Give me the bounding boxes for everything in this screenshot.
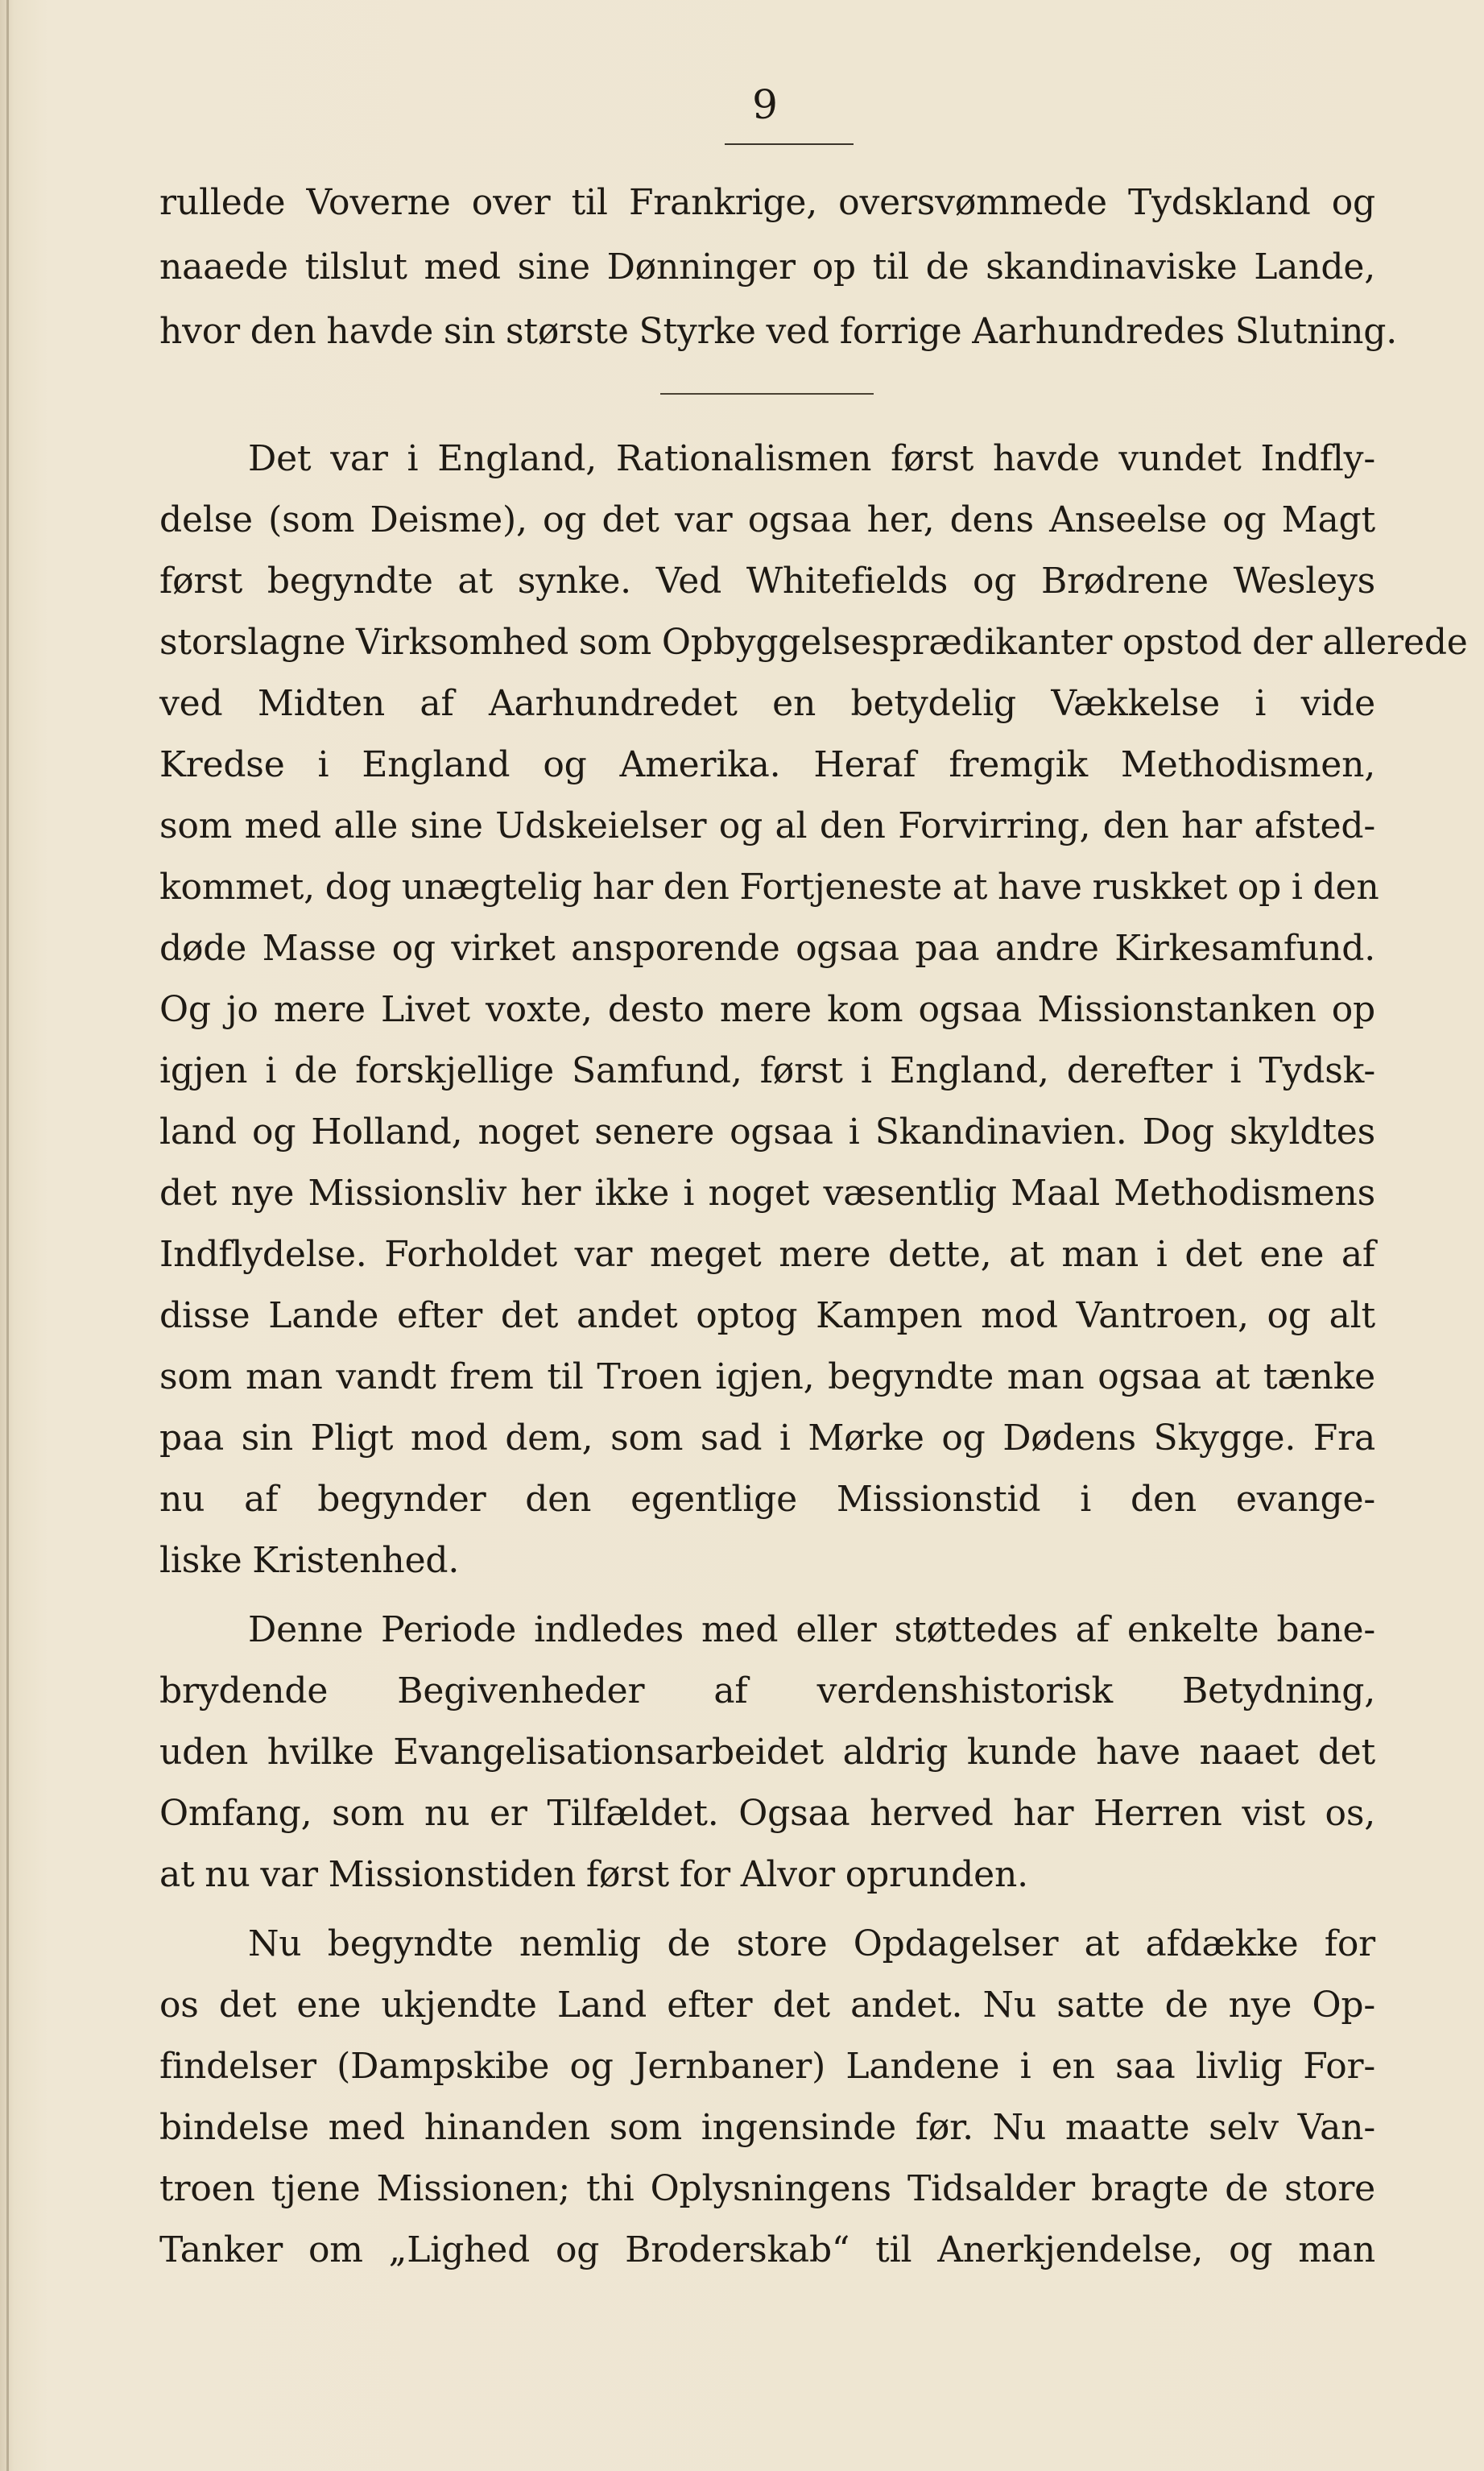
text-line: naaede tilslut med sine Dønninger op til de skandinaviske Lande, [159,246,1375,288]
text-line: disse Lande efter det andet optog Kampen mod Vantroen, og alt [159,1295,1375,1336]
text-line: paa sin Pligt mod dem, som sad i Mørke og Dødens Skygge. Fra [159,1418,1375,1459]
text-line: Nu begyndte nemlig de store Opdagelser at afdække for [248,1923,1375,1964]
text-line: som med alle sine Udskeielser og al den Forvirring, den har afsted- [159,805,1375,846]
text-line: Det var i England, Rationalismen først havde vundet Indfly- [248,438,1375,479]
text-line: ved Midten af Aarhundredet en betydelig Vækkelse i vide [159,683,1375,724]
text-line: Omfang, som nu er Tilfældet. Ogsaa herved har Herren vist os, [159,1793,1375,1834]
text-line: Og jo mere Livet voxte, desto mere kom ogsaa Missionstanken op [159,989,1375,1030]
text-line: rullede Voverne over til Frankrige, oversvømmede Tydskland og [159,182,1375,223]
text-line: først begyndte at synke. Ved Whitefields og Brødrene Wesleys [159,561,1375,602]
text-line: hvor den havde sin største Styrke ved forrige Aarhundredes Slutning. [159,311,1398,352]
text-line: at nu var Missionstiden først for Alvor oprunden. [159,1854,1028,1895]
text-line: det nye Missionsliv her ikke i noget væsentlig Maal Methodismens [159,1173,1375,1214]
text-line: land og Holland, noget senere ogsaa i Skandinavien. Dog skyldtes [159,1111,1375,1153]
text-line: findelser (Dampskibe og Jernbaner) Landene i en saa livlig For- [159,2046,1375,2087]
text-line: uden hvilke Evangelisationsarbeidet aldrig kunde have naaet det [159,1732,1375,1773]
page-binding-edge [6,0,9,2471]
text-line: troen tjene Missionen; thi Oplysningens Tidsalder bragte de store [159,2168,1375,2209]
text-line: liske Kristenhed. [159,1540,460,1581]
text-line: døde Masse og virket ansporende ogsaa paa andre Kirkesamfund. [159,928,1375,969]
text-line: Indflydelse. Forholdet var meget mere dette, at man i det ene af [159,1234,1375,1275]
text-line: igjen i de forskjellige Samfund, først i England, derefter i Tydsk- [159,1050,1375,1091]
section-divider [660,393,874,395]
text-line: Kredse i England og Amerika. Heraf fremgik Methodismen, [159,744,1375,785]
text-line: storslagne Virksomhed som Opbyggelsesprædikanter opstod der allerede [159,622,1468,663]
text-line: delse (som Deisme), og det var ogsaa her, dens Anseelse og Magt [159,499,1375,540]
text-line: os det ene ukjendte Land efter det andet. Nu satte de nye Op- [159,1985,1375,2026]
text-line: som man vandt frem til Troen igjen, begyndte man ogsaa at tænke [159,1356,1375,1397]
text-line: brydende Begivenheder af verdenshistorisk Betydning, [159,1670,1375,1711]
page-number: 9 [752,81,778,128]
text-line: bindelse med hinanden som ingensinde før. Nu maatte selv Van- [159,2107,1375,2148]
text-line: Denne Periode indledes med eller støttedes af enkelte bane- [248,1609,1375,1650]
text-line: nu af begynder den egentlige Missionstid i den evange- [159,1479,1375,1520]
text-line: Tanker om „Lighed og Broderskab“ til Anerkjendelse, og man [159,2229,1375,2270]
page-number-rule [725,143,854,145]
text-line: kommet, dog unægtelig har den Fortjeneste at have ruskket op i den [159,867,1379,908]
